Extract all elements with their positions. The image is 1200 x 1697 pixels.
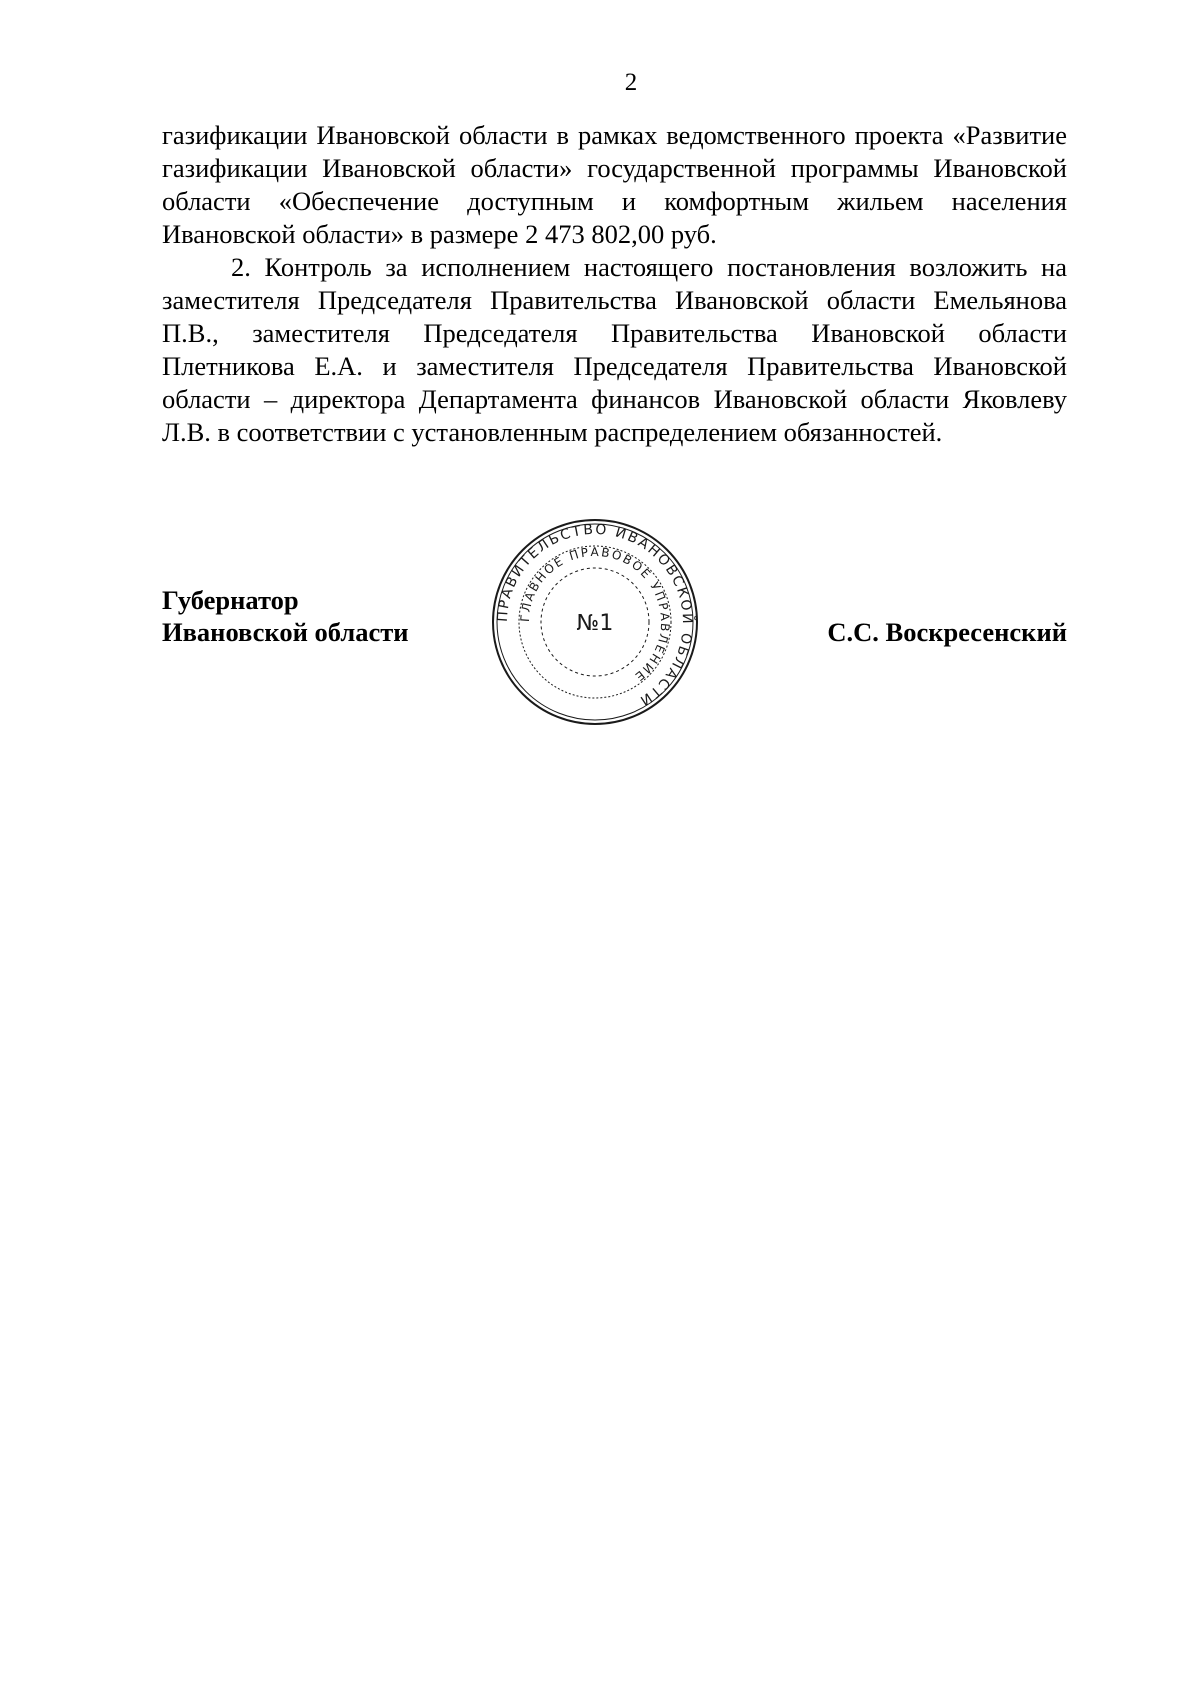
seal-graphic (490, 517, 700, 727)
signatory-title (162, 584, 409, 648)
seal-outer-text: ПРАВИТЕЛЬСТВО ИВАНОВСКОЙ ОБЛАСТИ (494, 521, 696, 710)
paragraph-control: 2. Контроль за исполнением настоящего постановления возложить на заместителя Председателя Правительства Ивановской области Емельянова П.В., заместителя Председателя Правительства Ивановской области Плетникова Е.А. и заместителя Председателя Правительства Ивановской области – директора Департамента финансов Ивановской области Яковлеву Л.В. в соответствии с установленным распределением обязанностей. (162, 252, 1067, 447)
signatory-title-line-2: Ивановской области (162, 617, 409, 647)
paragraph-continuation: газификации Ивановской области в рамках ведомственного проекта «Развитие газификации Ивановской области» государственной программы Ивановской области «Обеспечение доступным и комфортным жильем населения Ивановской области» в размере 2 473 802,00 руб. (162, 120, 1067, 249)
seal-number: №1 (576, 611, 614, 636)
seal-inner-text: ГЛАВНОЕ ПРАВОВОЕ УПРАВЛЕНИЕ (517, 544, 673, 685)
official-seal (490, 517, 700, 727)
document-body (162, 119, 1067, 449)
page-number: 2 (624, 69, 638, 96)
signatory-title-line-1: Губернатор (162, 585, 299, 615)
signatory-name: С.С. Воскресенский (827, 617, 1067, 647)
